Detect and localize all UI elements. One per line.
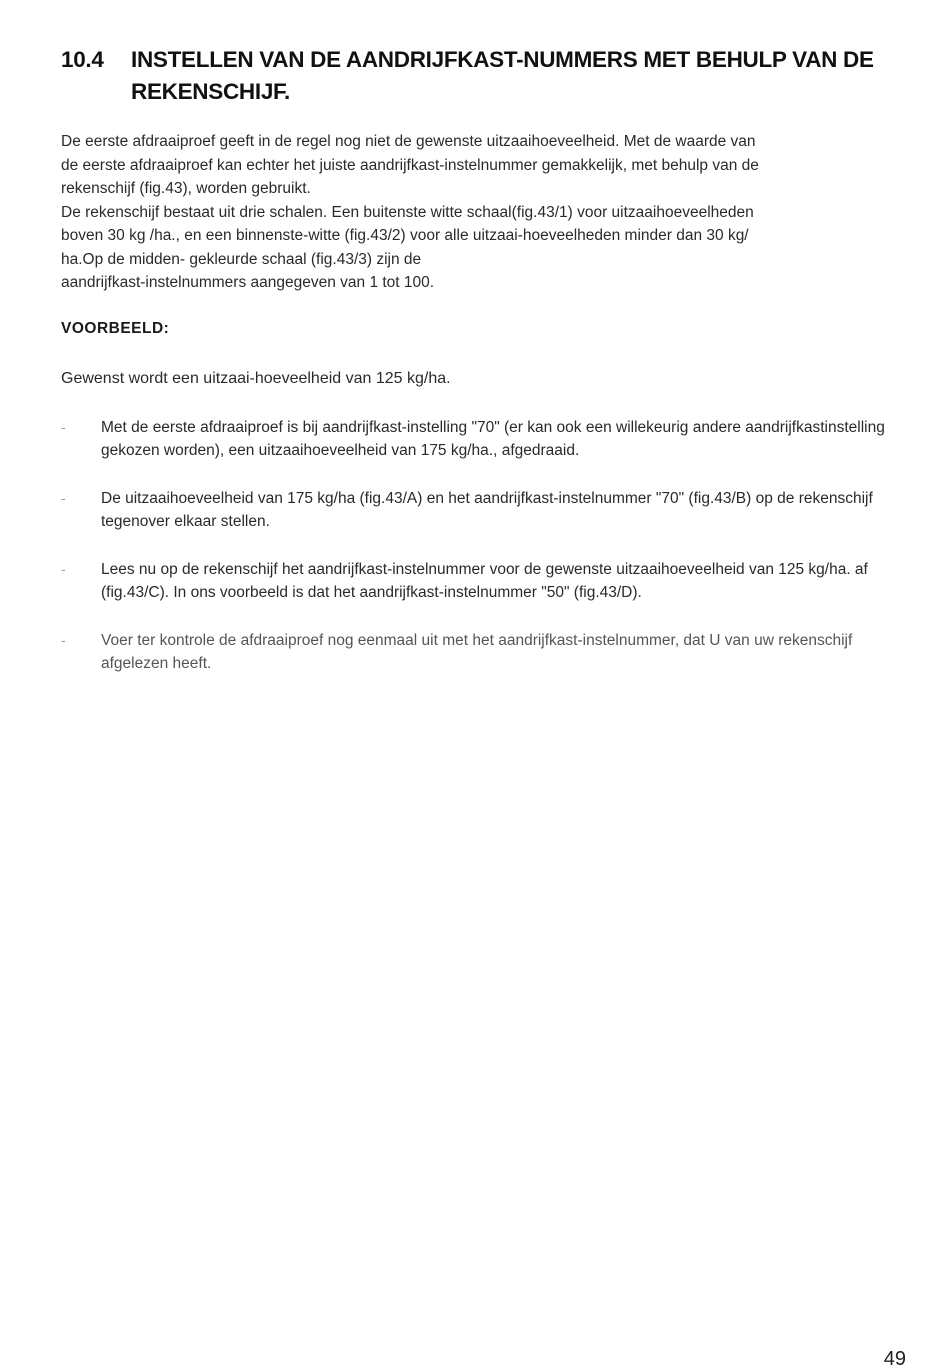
- example-steps: [61, 416, 921, 700]
- intro-line: boven 30 kg /ha., en een binnenste-witte (fig.43/2) voor alle uitzaai-hoeveelheden minder dan 30 kg/: [61, 227, 749, 244]
- list-item: [61, 558, 921, 604]
- section-title: INSTELLEN VAN DE AANDRIJFKAST-NUMMERS MET BEHULP VAN DE REKENSCHIJF.: [131, 47, 874, 104]
- bullet-dash: -: [61, 490, 66, 506]
- section-heading: [61, 44, 921, 108]
- intro-line: De rekenschijf bestaat uit drie schalen. Een buitenste witte schaal(fig.43/1) voor uitzaaihoeveelheden: [61, 203, 754, 221]
- list-item: [61, 487, 921, 533]
- list-item: [61, 629, 921, 675]
- section-number: 10.4: [61, 47, 104, 72]
- intro-line: De eerste afdraaiproef geeft in de regel nog niet de gewenste uitzaaihoeveelheid. Met de waarde van: [61, 133, 756, 150]
- example-goal: Gewenst wordt een uitzaai-hoeveelheid van 125 kg/ha.: [61, 370, 451, 387]
- step-text: Met de eerste afdraaiproef is bij aandrijfkast-instelling "70" (er kan ook een willekeurig andere aandrijfkastinstelling gekozen worden), een uitzaaihoeveelheid van 175 kg/ha., afgedraaid.: [101, 419, 885, 459]
- page-number: 49: [883, 1348, 906, 1370]
- step-text: De uitzaaihoeveelheid van 175 kg/ha (fig.43/A) en het aandrijfkast-instelnummer "70" (fig.43/B) op de rekenschijf tegenover elkaar stellen.: [101, 490, 873, 530]
- step-text: Voer ter kontrole de afdraaiproef nog eenmaal uit met het aandrijfkast-instelnummer, dat U van uw rekenschijf afgelezen heeft.: [101, 632, 853, 672]
- intro-paragraph: [61, 130, 921, 295]
- example-heading: VOORBEELD:: [61, 320, 170, 337]
- intro-line: aandrijfkast-instelnummers aangegeven van 1 tot 100.: [61, 274, 435, 291]
- bullet-dash: -: [61, 632, 66, 648]
- step-text: Lees nu op de rekenschijf het aandrijfkast-instelnummer voor de gewenste uitzaaihoeveelheid van 125 kg/ha. af (fig.43/C). In ons voorbeeld is dat het aandrijfkast-instelnummer "50" (fig.43/D).: [101, 561, 868, 601]
- bullet-dash: -: [61, 561, 66, 577]
- intro-line: de eerste afdraaiproef kan echter het juiste aandrijfkast-instelnummer gemakkelijk, met behulp van de: [61, 156, 759, 174]
- intro-line: ha.Op de midden- gekleurde schaal (fig.43/3) zijn de: [61, 250, 422, 268]
- intro-line: rekenschijf (fig.43), worden gebruikt.: [61, 180, 311, 197]
- list-item: [61, 416, 921, 462]
- bullet-dash: -: [61, 419, 66, 435]
